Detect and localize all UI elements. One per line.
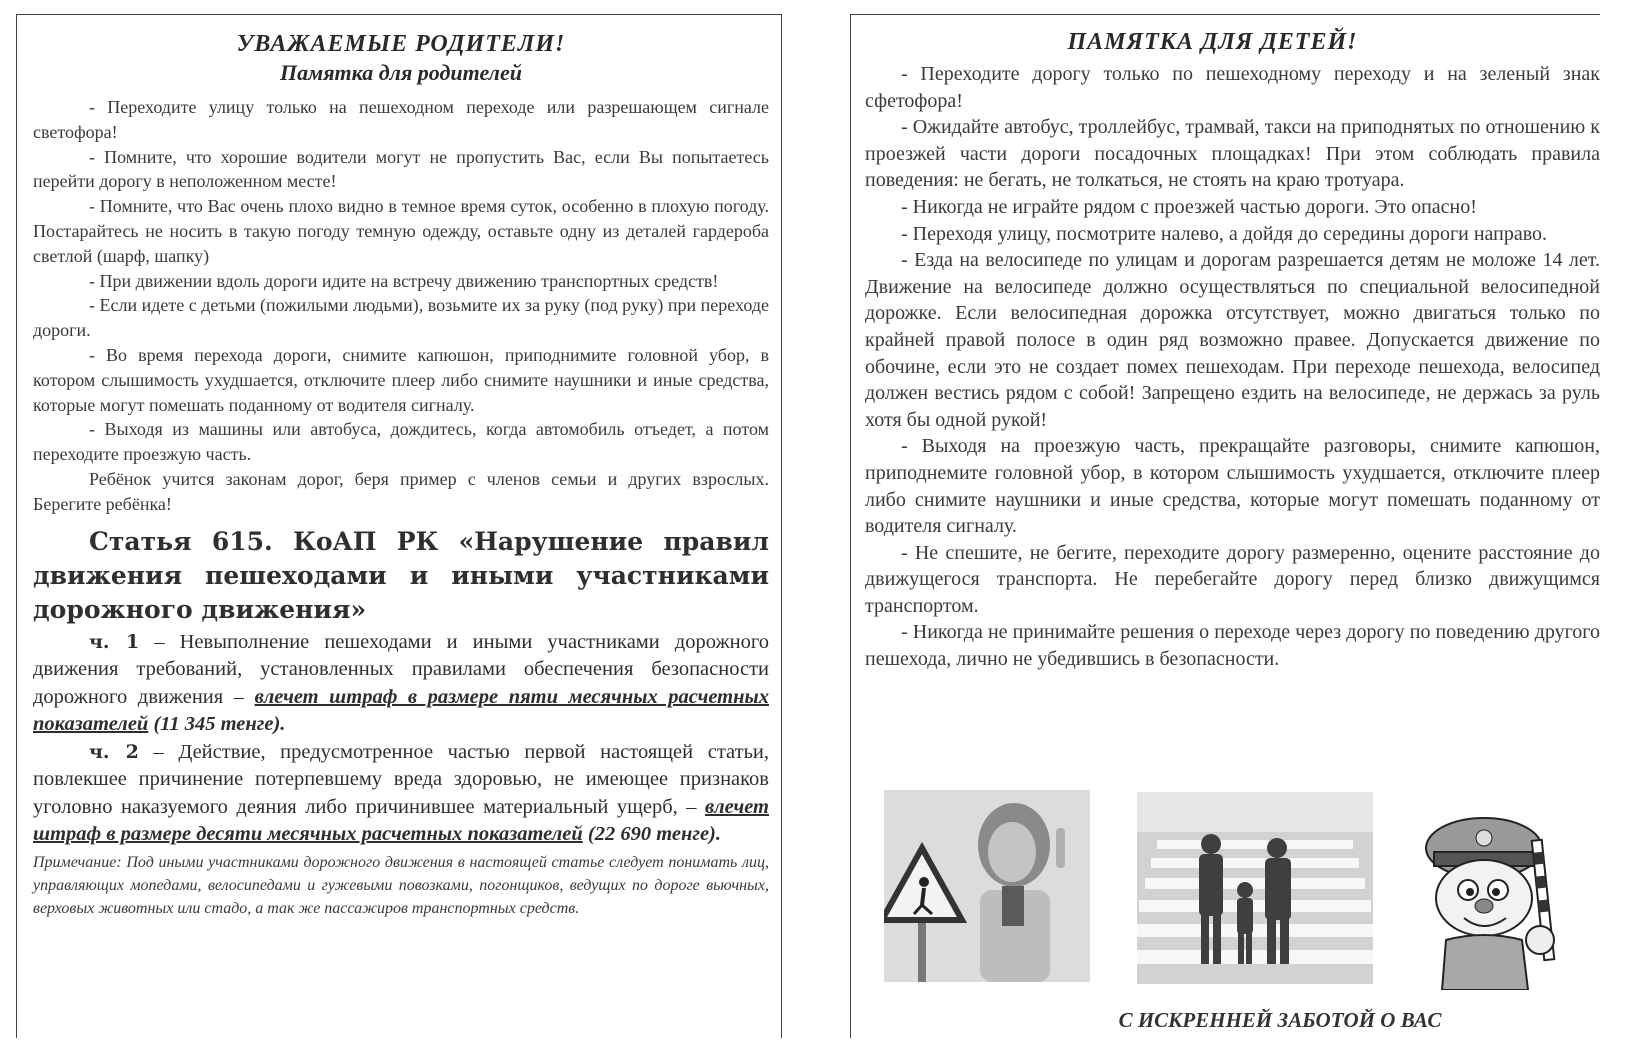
- cartoon-officer-drawing: [1414, 800, 1584, 990]
- cartoon-traffic-officer-icon: [1414, 800, 1584, 990]
- girl-with-sign-photo: [884, 790, 1090, 982]
- part-2-penalty: влечет штраф в размере десяти месячных расчетных показателей: [33, 795, 769, 846]
- family-at-crosswalk-icon: [1137, 792, 1373, 984]
- parents-paragraph: - Помните, что хорошие водители могут не пропустить Вас, если Вы попытаетесь перейти дорогу в неположенном месте!: [33, 146, 769, 192]
- parents-paragraph: - Во время перехода дороги, снимите капюшон, приподнимите головной убор, в котором слышимость ухудшается, отключите плеер либо снимите наушники и иные средства, которые могут помешать поданному от водителя сигналу.: [33, 344, 769, 415]
- children-paragraph: - Никогда не принимайте решения о переходе через дорогу по поведению другого пешехода, лично не убедившись в безопасности.: [865, 621, 1600, 671]
- article-heading: Статья 615. КоАП РК «Нарушение правил движения пешеходами и иными участниками дорожного движения»: [33, 526, 769, 624]
- part-1-label: ч. 1: [89, 630, 140, 653]
- parents-paragraph: - Помните, что Вас очень плохо видно в темное время суток, особенно в плохую погоду. Постарайтесь не носить в такую погоду темную одежду, оставьте одну из деталей гардероба светлой (шарф, шапку): [33, 196, 769, 266]
- children-paragraph: - Никогда не играйте рядом с проезжей частью дороги. Это опасно!: [901, 195, 1477, 218]
- children-paragraph: - Ожидайте автобус, троллейбус, трамвай, такси на приподнятых по отношению к проезжей части дороги посадочных площадках! При этом соблюдать правила поведения: не бегать, не толкаться, не стоять на краю тротуара.: [865, 116, 1600, 192]
- children-paragraph: - Переходя улицу, посмотрите налево, а дойдя до середины дороги направо.: [901, 222, 1548, 245]
- parents-title: УВАЖАЕМЫЕ РОДИТЕЛИ!: [236, 31, 566, 57]
- parents-subtitle: Памятка для родителей: [280, 60, 522, 85]
- children-paragraph: - Переходите дорогу только по пешеходному переходу и на зеленый знак сфетофора!: [865, 63, 1600, 112]
- part-2-fine: (22 690 тенге).: [582, 823, 722, 846]
- article-part-2: [33, 739, 769, 849]
- children-paragraph: - Выходя на проезжую часть, прекращайте разговоры, снимите капюшон, приподнемите головной убор, в котором слышимость ухудшается, отключите плеер либо снимите наушники и иные средства, которые могут помешать поданному от водителя сигналу.: [865, 435, 1600, 538]
- children-paragraph: - Не спешите, не бегите, переходите дорогу размеренно, оцените расстояние до движущегося транспорта. Не перебегайте дорогу перед близко движущимся транспортом.: [865, 541, 1600, 617]
- parents-paragraph: - Выходя из машины или автобуса, дождитесь, когда автомобиль отъедет, а потом переходите проезжую часть.: [33, 419, 769, 465]
- parents-paragraph: Ребёнок учится законам дорог, беря пример с членов семьи и других взрослых. Берегите ребёнка!: [33, 468, 769, 514]
- children-paragraph: - Езда на велосипеде по улицам и дорогам разрешается детям не моложе 14 лет. Движение на велосипеде должно осуществляться по специальной велосипедной дорожке. Если велосипедная дорожка отсутствует, можно двигаться только по крайней правой полосе в один ряд возможно правее. Допускается движение по обочине, если это не создает помех пешеходам. При переходе пешехода, велосипед должен вестись рядом с собой! Запрещено ездить на велосипеде, не держась за руль хотя бы одной рукой!: [865, 249, 1600, 431]
- illustrations: [884, 790, 1584, 990]
- part-1-penalty: влечет штраф в размере пяти месячных расчетных показателей: [33, 685, 769, 736]
- parents-paragraph: - Если идете с детьми (пожилыми людьми), возьмите их за руку (под руку) при переходе дороги.: [33, 295, 769, 341]
- parents-paragraph: - Переходите улицу только на пешеходном переходе или разрешающем сигнале светофора!: [33, 97, 769, 142]
- parents-paragraph: - При движении вдоль дороги идите на встречу движению транспортных средств!: [89, 270, 719, 291]
- parents-memo-panel: [16, 14, 782, 1038]
- part-2-text: – Действие, предусмотренное частью первой настоящей статьи, повлекшее причинение потерпевшему вреда здоровью, не имеющее признаков уголовно наказуемого деяния либо причинившее материальный ущерб, –: [33, 740, 770, 818]
- article-part-1: [33, 629, 769, 739]
- article-note: Примечание: Под иными участниками дорожного движения в настоящей статье следует понимать лиц, управляющих мопедами, велосипедами и гужевыми повозками, погонщиков, ведущих по дороге вьючных, верховых животных или стадо, а так же пассажиров транспортных средств.: [33, 853, 769, 917]
- closing-text: С ИСКРЕННЕЙ ЗАБОТОЙ О ВАС: [1118, 1008, 1442, 1032]
- part-1-fine: (11 345 тенге).: [148, 713, 286, 736]
- children-title: ПАМЯТКА ДЛЯ ДЕТЕЙ!: [1067, 29, 1358, 55]
- family-crosswalk-photo: [1137, 792, 1373, 984]
- part-2-label: ч. 2: [89, 740, 139, 763]
- part-1-text: – Невыполнение пешеходами и иными участниками дорожного движения требований, установленных правилами обеспечения безопасности дорожного движения –: [33, 630, 769, 708]
- girl-with-pedestrian-sign-icon: [884, 790, 1090, 982]
